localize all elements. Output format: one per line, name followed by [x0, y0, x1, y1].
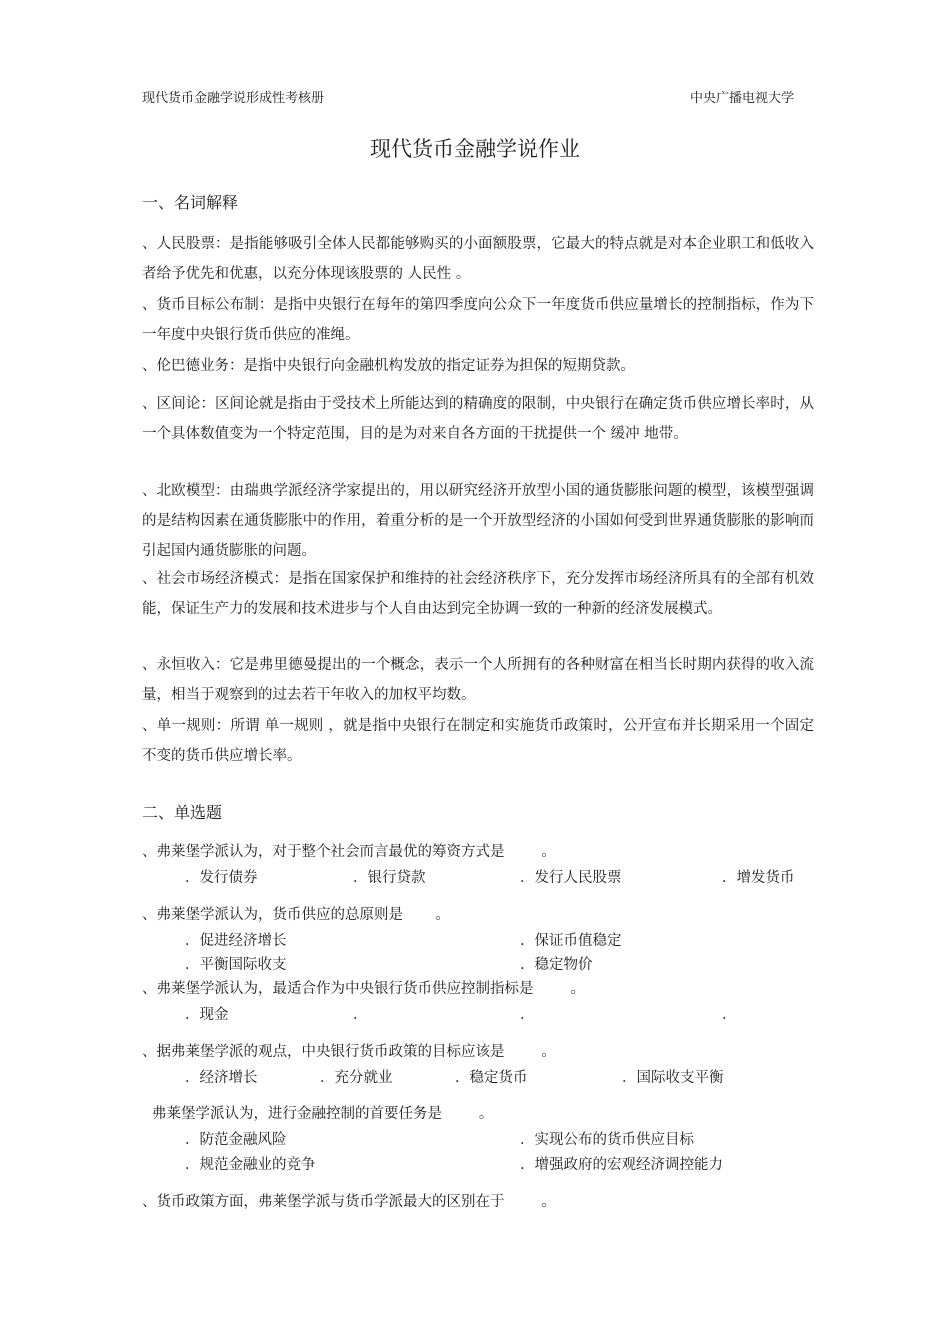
option-d: ．增发货币 [722, 870, 795, 886]
option-a: ．经济增长 [185, 1070, 258, 1086]
option-b: ．银行贷款 [353, 870, 426, 886]
option-a: ．现金 [185, 1007, 229, 1023]
question-text: 弗莱堡学派认为，进行金融控制的首要任务是 。 [152, 1106, 494, 1122]
question-text: 、据弗莱堡学派的观点，中央银行货币政策的目标应该是 。 [142, 1044, 556, 1060]
option-c: ．稳定货币 [455, 1070, 528, 1086]
option-c: ． [520, 1007, 535, 1023]
option-b: ． [353, 1007, 368, 1023]
section-heading-definitions: 一、名词解释 [142, 193, 239, 212]
question-text: 、货币政策方面，弗莱堡学派与货币学派最大的区别在于 。 [142, 1194, 556, 1210]
definition-item: 、社会市场经济模式：是指在国家保护和维持的社会经济秩序下，充分发挥市场经济所具有的全部有机效能，保证生产力的发展和技术进步与个人自由达到完全协调一致的一种新的经济发展模式。 [142, 571, 814, 617]
option-d: ．稳定物价 [520, 957, 593, 973]
page-title: 现代货币金融学说作业 [370, 137, 580, 161]
question-text: 、弗莱堡学派认为，货币供应的总原则是 。 [142, 907, 450, 923]
option-c: ．规范金融业的竞争 [185, 1157, 316, 1173]
option-d: ．增强政府的宏观经济调控能力 [520, 1157, 723, 1173]
section-heading-single-choice: 二、单选题 [142, 803, 223, 822]
option-c: ．发行人民股票 [520, 870, 622, 886]
option-b: ．充分就业 [320, 1070, 393, 1086]
definition-item: 、伦巴德业务：是指中央银行向金融机构发放的指定证券为担保的短期贷款。 [142, 358, 635, 374]
header-left: 现代货币金融学说形成性考核册 [142, 91, 325, 106]
definition-item: 、货币目标公布制：是指中央银行在每年的第四季度向公众下一年度货币供应量增长的控制指标，作为下一年度中央银行货币供应的准绳。 [142, 297, 814, 343]
option-d: ． [722, 1007, 737, 1023]
option-a: ．促进经济增长 [185, 933, 287, 949]
definition-item: 、区间论：区间论就是指由于受技术上所能达到的精确度的限制，中央银行在确定货币供应增长率时，从一个具体数值变为一个特定范围，目的是为对来自各方面的干扰提供一个 缓冲 地带。 [142, 396, 814, 442]
option-c: ．平衡国际收支 [185, 957, 287, 973]
option-d: ．国际收支平衡 [622, 1070, 724, 1086]
option-b: ．实现公布的货币供应目标 [520, 1132, 694, 1148]
question-text: 、弗莱堡学派认为，对于整个社会而言最优的筹资方式是 。 [142, 844, 556, 860]
option-a: ．防范金融风险 [185, 1132, 287, 1148]
question-text: 、弗莱堡学派认为，最适合作为中央银行货币供应控制指标是 。 [142, 981, 585, 997]
option-a: ．发行债券 [185, 870, 258, 886]
option-b: ．保证币值稳定 [520, 933, 622, 949]
definition-item: 、单一规则：所谓 单一规则 ，就是指中央银行在制定和实施货币政策时，公开宣布并长期采用一个固定不变的货币供应增长率。 [142, 718, 814, 764]
definition-item: 、永恒收入：它是弗里德曼提出的一个概念，表示一个人所拥有的各种财富在相当长时期内获得的收入流量，相当于观察到的过去若干年收入的加权平均数。 [142, 657, 814, 703]
definition-item: 、人民股票：是指能够吸引全体人民都能够购买的小面额股票，它最大的特点就是对本企业职工和低收入者给予优先和优惠，以充分体现该股票的 人民性 。 [142, 236, 814, 282]
header-right: 中央广播电视大学 [690, 91, 795, 106]
definition-item: 、北欧模型：由瑞典学派经济学家提出的，用以研究经济开放型小国的通货膨胀问题的模型，该模型强调的是结构因素在通货膨胀中的作用，着重分析的是一个开放型经济的小国如何受到世界通货膨胀的影响而引起国内通货膨胀的问题。 [142, 483, 814, 559]
